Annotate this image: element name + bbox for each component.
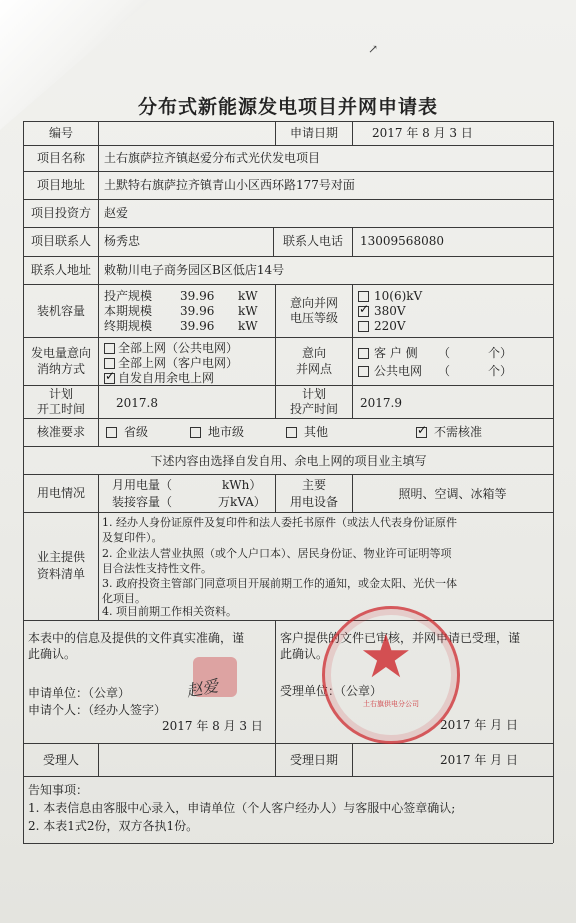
capacity-item-value: 39.96: [180, 289, 215, 303]
number-label: 编号: [48, 126, 73, 140]
project-address-value: 土默特右旗萨拉齐镇青山小区西环路177号对面: [104, 178, 355, 192]
voltage-option: 220V: [374, 319, 406, 333]
installed-capacity-label: 装接容量（: [112, 495, 173, 509]
capacity-item-unit: kW: [238, 289, 258, 303]
consumption-checkbox[interactable]: [104, 358, 115, 369]
voltage-option: 380V: [374, 304, 406, 318]
materials-line: 3. 政府投资主管部门同意项目开展前期工作的通知，或金太阳、光伏一体: [102, 577, 457, 590]
equipment-label-1: 主要: [301, 478, 326, 492]
start-value: 2017.8: [116, 396, 158, 410]
op-label-2: 投产时间: [289, 402, 338, 416]
apply-date-value: 2017 年 8 月 3 日: [372, 126, 473, 140]
op-label-1: 计划: [301, 387, 326, 401]
applicant-date: 2017 年 8 月 3 日: [162, 719, 263, 733]
stamp-text: 土右旗供电分公司: [363, 700, 419, 708]
approval-option: 地市级: [208, 425, 245, 439]
approval-option: 其他: [304, 425, 329, 439]
consumption-label-2: 消纳方式: [36, 362, 85, 376]
consumption-checkbox[interactable]: [104, 343, 115, 354]
applicant-unit: 申请单位：（公章）: [28, 686, 131, 700]
voltage-checkbox[interactable]: [358, 291, 369, 302]
capacity-item-name: 本期规模: [104, 304, 153, 318]
approval-label: 核准要求: [36, 425, 85, 439]
declaration-left-line: 此确认。: [28, 647, 77, 661]
usage-label: 用电情况: [36, 486, 85, 500]
investor-label: 项目投资方: [30, 206, 91, 220]
declaration-left-line: 本表中的信息及提供的文件真实准确，谨: [28, 631, 245, 645]
grid-point-unit: 个: [488, 364, 501, 378]
capacity-item-value: 39.96: [180, 319, 215, 333]
approval-option: 省级: [124, 425, 149, 439]
consumption-option: 全部上网（公共电网）: [118, 341, 239, 355]
materials-line: 1. 经办人身份证原件及复印件和法人委托书原件（或法人代表身份证原件: [102, 516, 457, 529]
declaration-right-line: 此确认。: [280, 647, 329, 661]
investor-value: 赵爱: [104, 206, 129, 220]
materials-line: 4. 项目前期工作相关资料。: [102, 605, 237, 618]
materials-line: 及复印件）。: [102, 531, 163, 544]
installed-capacity-unit: 万kVA）: [218, 495, 266, 509]
voltage-checkbox[interactable]: [358, 321, 369, 332]
equipment-value: 照明、空调、冰箱等: [398, 487, 507, 501]
project-name-value: 土右旗萨拉齐镇赵爱分布式光伏发电项目: [104, 151, 321, 165]
stamp-star-icon: ★: [359, 622, 413, 692]
capacity-item-name: 终期规模: [104, 319, 153, 333]
materials-label-2: 资料清单: [36, 567, 85, 581]
project-name-label: 项目名称: [36, 151, 85, 165]
grid-point-label-1: 意向: [301, 346, 326, 360]
contact-label: 项目联系人: [30, 234, 91, 248]
monthly-usage-label: 月用电量（: [112, 478, 173, 492]
acceptor-label: 受理人: [42, 753, 79, 767]
consumption-label-1: 发电量意向: [30, 346, 91, 360]
form-title: 分布式新能源发电项目并网申请表: [137, 96, 438, 118]
notes-title: 告知事项：: [28, 783, 89, 797]
monthly-usage-unit: kWh）: [222, 478, 262, 492]
contact-value: 杨秀忠: [104, 234, 141, 248]
declaration-right-line: 客户提供的文件已审核，并网申请已受理，谨: [280, 631, 521, 645]
contact-address-label: 联系人地址: [30, 263, 91, 277]
capacity-item-value: 39.96: [180, 304, 215, 318]
approval-checkbox[interactable]: [106, 427, 117, 438]
materials-line: 2. 企业法人营业执照（或个人户口本）、居民身份证、物业许可证明等项: [102, 547, 452, 560]
approval-checkbox-checked[interactable]: [416, 427, 427, 438]
self-use-notice: 下述内容由选择自发自用、余电上网的项目业主填写: [150, 454, 427, 468]
materials-line: 化项目。: [102, 592, 146, 605]
project-address-label: 项目地址: [36, 178, 85, 192]
application-form: 编号 申请日期 2017 年 8 月 3 日 项目名称 土右旗萨拉齐镇赵爱分布式光伏发电项目 项目地址 土默特右旗萨拉齐镇青山小区西环路177号对面 项目投资方 赵爱 项目联系人 杨秀忠 联系人电话 13009568080 联系人地址 敕勒川电子商务园区B区低店14号 装机容量 投产规模 39.96 kW 本期规模 39.96 kW 终期规模 39.96 kW 意向并网 电压等级 10(6)kV ✓ 380V 220V 发电量意向 消纳方式 全部上网（公共电网） 全部上网（客户电网） ✓ 自发自用余电上网 意向 并网点 客 户 侧 （ 个 ） 公共电网 （ 个 ） 计划 开工时间 2017.8 计划 投产时间 2017.9 核准要求 省级 地市级 其他 ✓ 不需核准 下述内容由选择自发自用、余电上网的项目业主填写 用电情况 月用电量（ kWh） 装接容量（ 万kVA） 主要 用电设备 照明、空调、冰箱等 业主提供 资料清单 1. 经办人身份证原件及复印件和法人委托书原件（或法人代表身份证原件 及复印件）。 2. 企业法人营业执照（或个人户口本）、居民身份证、物业许可证明等项 目合法性支持性文件。 3. 政府投资主管部门同意项目开展前期工作的通知，或金太阳、光伏一体 化项目。 4. 项目前期工作相关资料。 本表中的信息及提供的文件真实准确，谨 此确认。 客户提供的文件已审核，并网申请已受理，谨 此确认。 赵爱 申请单位：（公章） 申请个人：（经办人签字） 2017 年 8 月 3 日 受理单位：（公章） 2017 年 月 日 ★ 土右旗供电分公司 受理人 受理日期 2017 年 月 日 告知事项： 1. 本表信息由客服中心录入，申请单位（个人客户经办人）与客服中心签章确认; 2. 本表1式2份，双方各执1份。: [0, 0, 576, 923]
apply-date-label: 申请日期: [289, 126, 338, 140]
op-value: 2017.9: [360, 396, 402, 410]
notes-item: 2. 本表1式2份，双方各执1份。: [28, 819, 199, 833]
grid-point-label-2: 并网点: [295, 362, 332, 376]
notes-item: 1. 本表信息由客服中心录入，申请单位（个人客户经办人）与客服中心签章确认;: [28, 801, 456, 815]
company-stamp: [322, 606, 460, 744]
approval-checkbox[interactable]: [286, 427, 297, 438]
consumption-option: 自发自用余电上网: [118, 371, 215, 385]
accept-date-label: 受理日期: [289, 753, 338, 767]
contact-address-value: 敕勒川电子商务园区B区低店14号: [104, 263, 285, 277]
grid-point-option: 客 户 侧: [374, 346, 418, 360]
equipment-label-2: 用电设备: [289, 495, 338, 509]
accept-unit: 受理单位：（公章）: [280, 684, 383, 698]
capacity-item-unit: kW: [238, 304, 258, 318]
grid-point-unit: 个: [488, 346, 501, 360]
grid-point-checkbox[interactable]: [358, 366, 369, 377]
approval-option: 不需核准: [434, 425, 483, 439]
start-label-1: 计划: [48, 387, 73, 401]
consumption-checkbox-checked[interactable]: [104, 373, 115, 384]
consumption-option: 全部上网（客户电网）: [118, 356, 239, 370]
materials-line: 目合法性支持性文件。: [102, 562, 212, 575]
approval-checkbox[interactable]: [190, 427, 201, 438]
accept-unit-date: 2017 年 月 日: [440, 718, 518, 732]
capacity-item-unit: kW: [238, 319, 258, 333]
applicant-signature: 赵爱: [184, 676, 220, 701]
materials-label-1: 业主提供: [36, 550, 85, 564]
voltage-label-2: 电压等级: [289, 311, 338, 325]
voltage-option: 10(6)kV: [374, 289, 423, 303]
pen-mark: ↗: [368, 42, 379, 56]
accept-date-value: 2017 年 月 日: [440, 753, 518, 767]
applicant-person: 申请个人：（经办人签字）: [28, 703, 167, 717]
voltage-checkbox-checked[interactable]: [358, 306, 369, 317]
capacity-item-name: 投产规模: [104, 289, 153, 303]
phone-value: 13009568080: [360, 234, 444, 248]
grid-point-option: 公共电网: [374, 364, 423, 378]
capacity-label: 装机容量: [36, 304, 85, 318]
phone-label: 联系人电话: [282, 234, 343, 248]
grid-point-checkbox[interactable]: [358, 348, 369, 359]
start-label-2: 开工时间: [36, 402, 85, 416]
voltage-label-1: 意向并网: [289, 296, 338, 310]
